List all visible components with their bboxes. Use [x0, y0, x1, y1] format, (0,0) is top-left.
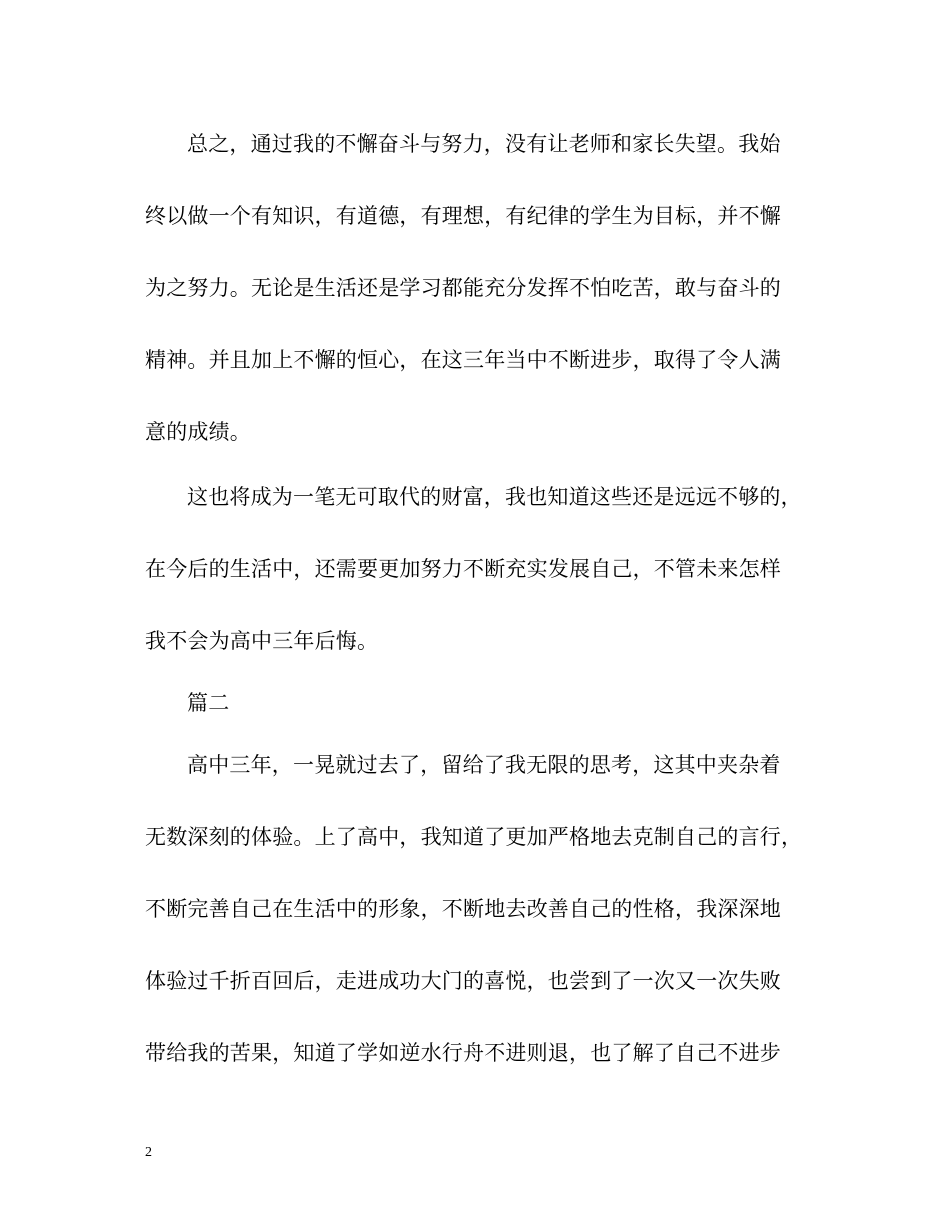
paragraph-1-line-4: 精神。并且加上不懈的恒心，在这三年当中不断进步，取得了令人满 [145, 348, 781, 372]
section-heading: 篇二 [187, 691, 230, 715]
page-number: 2 [145, 1145, 152, 1160]
paragraph-3-line-5: 带给我的苦果，知道了学如逆水行舟不进则退，也了解了自己不进步 [145, 1041, 781, 1065]
paragraph-3-line-1: 高中三年，一晃就过去了，留给了我无限的思考，这其中夹杂着 [187, 753, 781, 777]
paragraph-2-line-3: 我不会为高中三年后悔。 [145, 629, 379, 653]
paragraph-1-line-5: 意的成绩。 [145, 420, 251, 444]
paragraph-3-line-2: 无数深刻的体验。上了高中，我知道了更加严格地去克制自己的言行， [145, 825, 803, 849]
paragraph-3-line-3: 不断完善自己在生活中的形象，不断地去改善自己的性格，我深深地 [145, 897, 781, 921]
paragraph-1-line-1: 总之，通过我的不懈奋斗与努力，没有让老师和家长失望。我始 [187, 132, 781, 156]
paragraph-1-line-2: 终以做一个有知识，有道德，有理想，有纪律的学生为目标，并不懈 [145, 204, 781, 228]
paragraph-1-line-3: 为之努力。无论是生活还是学习都能充分发挥不怕吃苦，敢与奋斗的 [145, 276, 781, 300]
paragraph-3-line-4: 体验过千折百回后，走进成功大门的喜悦，也尝到了一次又一次失败 [145, 969, 781, 993]
paragraph-2-line-1: 这也将成为一笔无可取代的财富，我也知道这些还是远远不够的， [187, 485, 802, 509]
paragraph-2-line-2: 在今后的生活中，还需要更加努力不断充实发展自己，不管未来怎样 [145, 557, 781, 581]
